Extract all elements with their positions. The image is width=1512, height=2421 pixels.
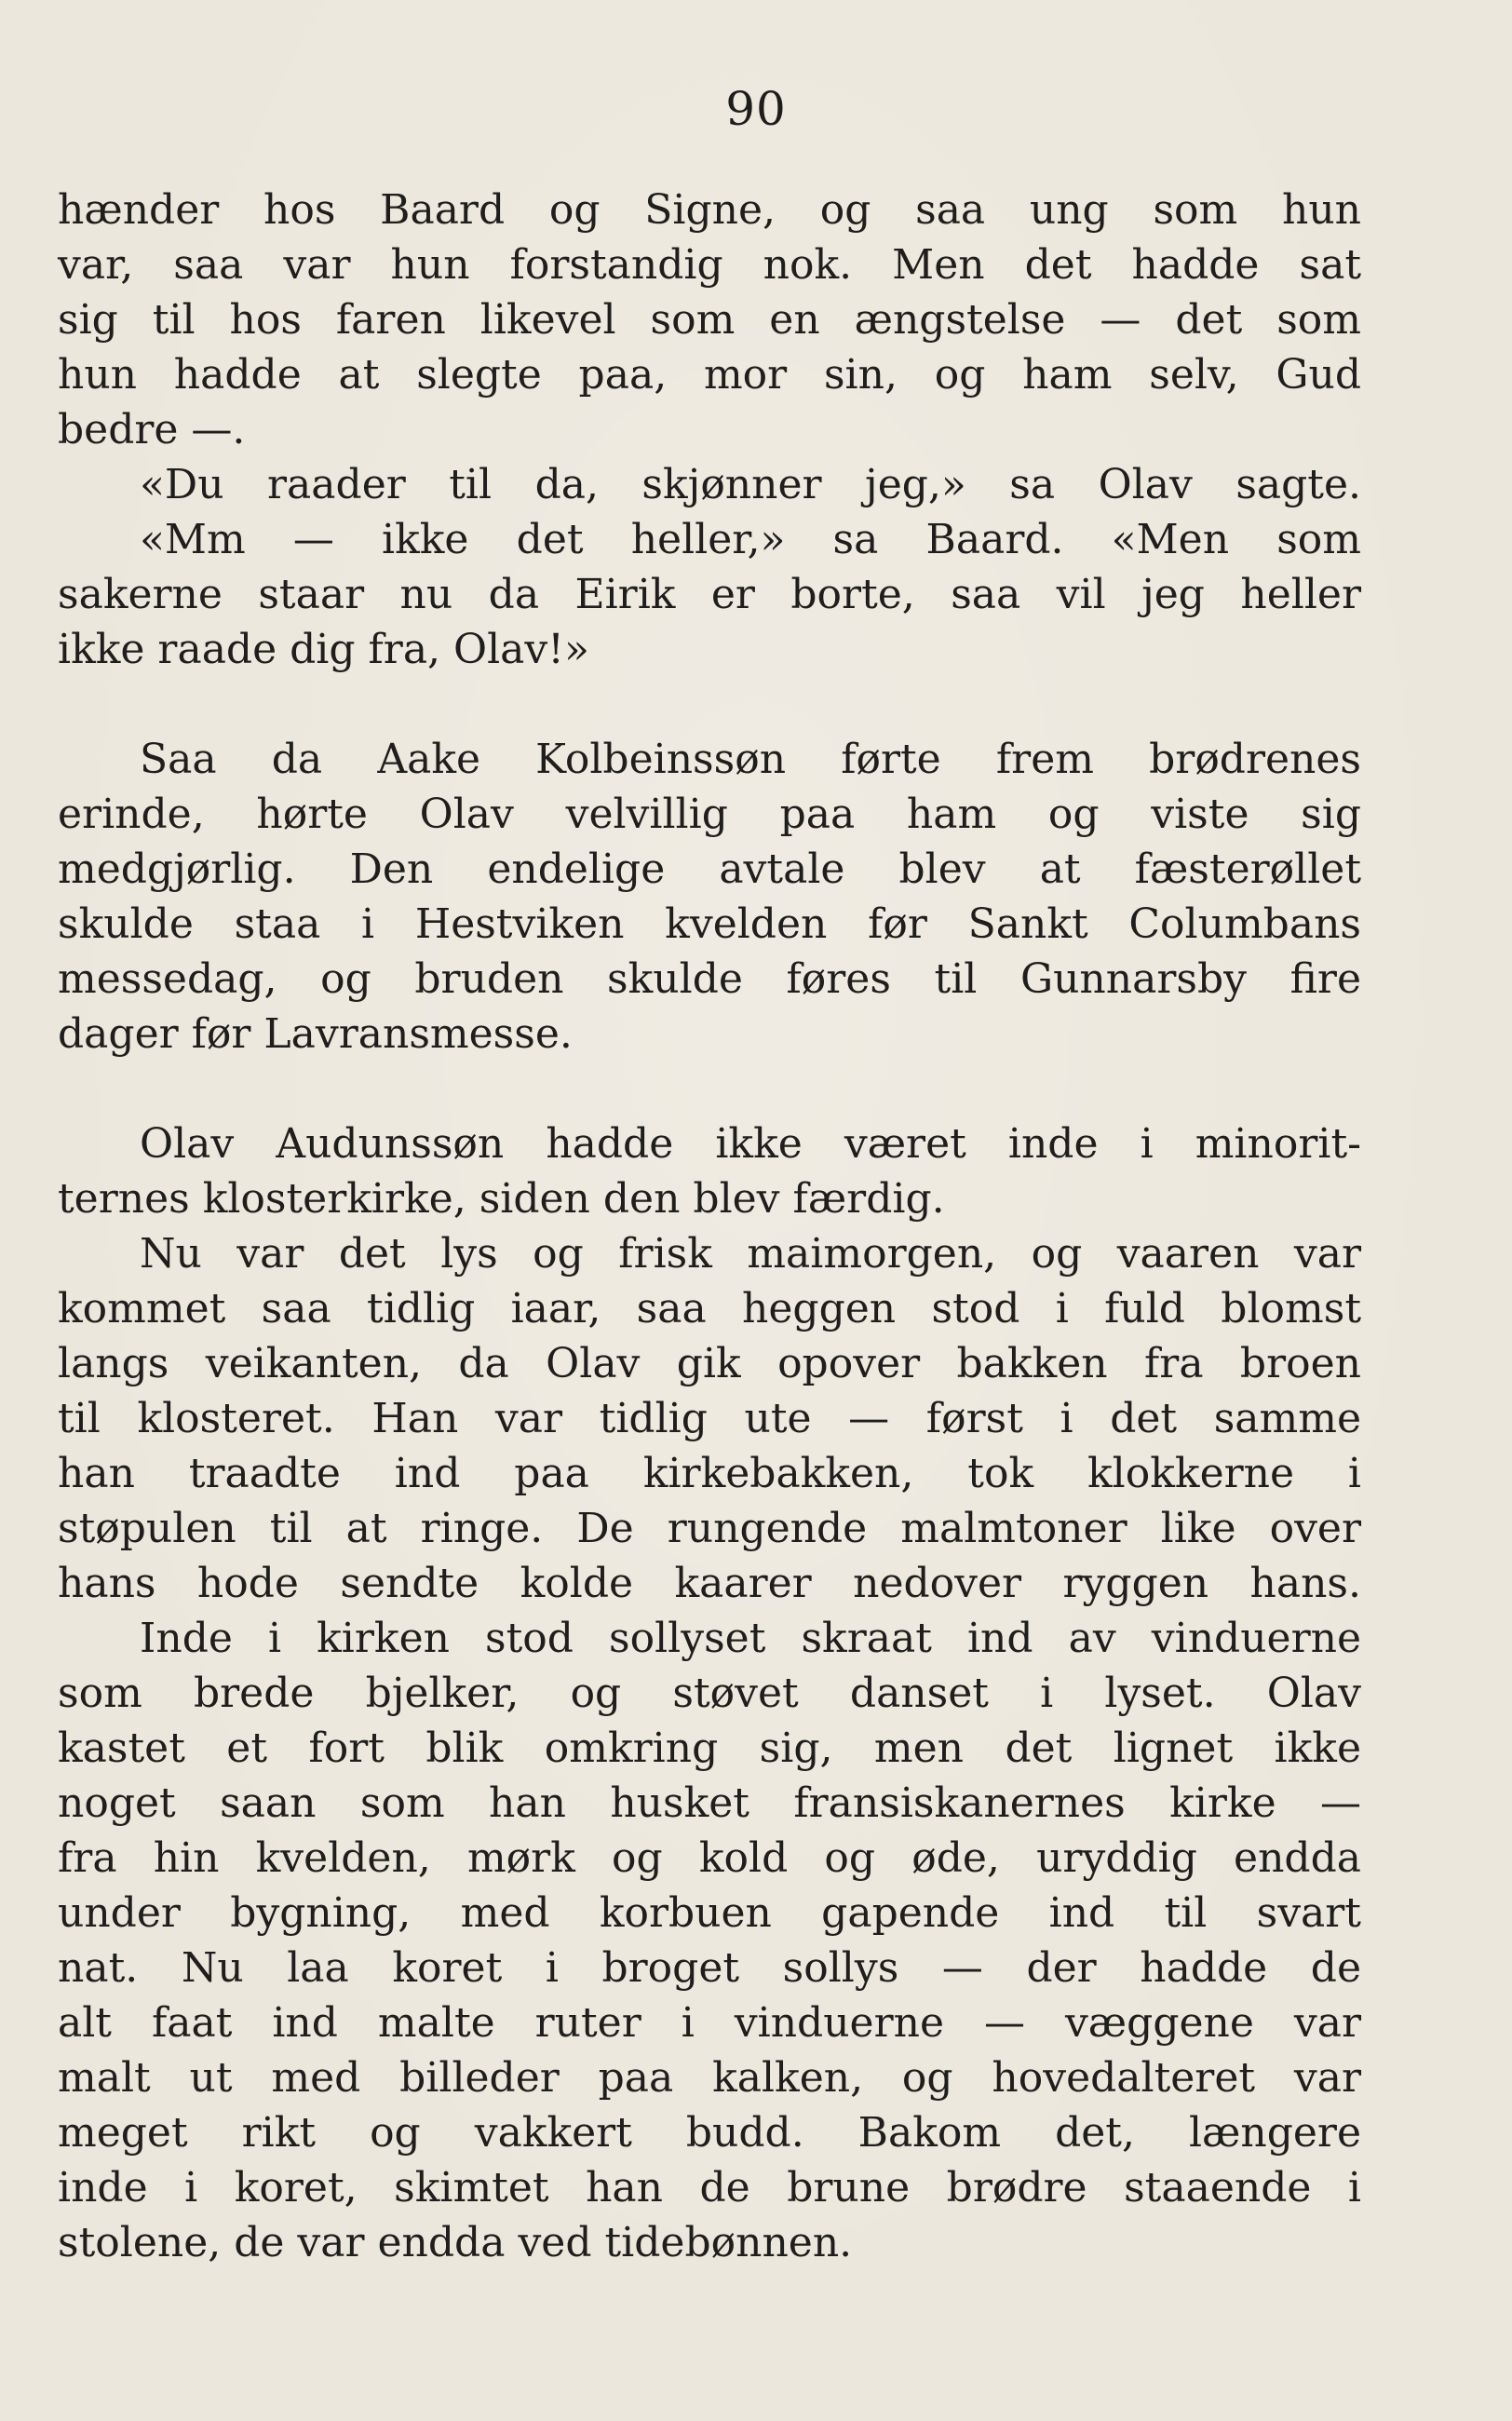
- text-line: noget saan som han husket fransiskanernes kirke —: [58, 1779, 1361, 1827]
- text-line: Nu var det lys og frisk maimorgen, og vaaren var: [140, 1230, 1361, 1278]
- page-number: 90: [725, 82, 787, 136]
- text-line: var, saa var hun forstandig nok. Men det hadde sat: [58, 241, 1361, 289]
- text-line: nat. Nu laa koret i broget sollys — der hadde de: [58, 1944, 1361, 1992]
- text-line: erinde, hørte Olav velvillig paa ham og viste sig: [58, 791, 1361, 838]
- text-line: bedre —.: [58, 406, 246, 453]
- text-line: Saa da Aake Kolbeinssøn førte frem brødrenes: [140, 736, 1361, 783]
- text-line: ikke raade dig fra, Olav!»: [58, 626, 589, 673]
- text-line: fra hin kvelden, mørk og kold og øde, uryddig endda: [58, 1834, 1361, 1882]
- text-line: alt faat ind malte ruter i vinduerne — væggene var: [58, 1999, 1361, 2047]
- text-line: under bygning, med korbuen gapende ind til svart: [58, 1889, 1361, 1937]
- text-line: hænder hos Baard og Signe, og saa ung som hun: [58, 186, 1361, 234]
- text-line: skulde staa i Hestviken kvelden før Sankt Columbans: [58, 900, 1361, 948]
- paragraph-gap: [58, 677, 1361, 732]
- text-line: «Mm — ikke det heller,» sa Baard. «Men som: [140, 516, 1361, 563]
- text-line: medgjørlig. Den endelige avtale blev at fæsterøllet: [58, 845, 1361, 893]
- text-line: dager før Lavransmesse.: [58, 1010, 573, 1058]
- text-line: langs veikanten, da Olav gik opover bakken fra broen: [58, 1340, 1361, 1387]
- text-line: inde i koret, skimtet han de brune brødre staaende i: [58, 2164, 1361, 2211]
- text-line: støpulen til at ringe. De rungende malmtoner like over: [58, 1505, 1361, 1552]
- body-text: [58, 183, 1361, 2270]
- text-line: kommet saa tidlig iaar, saa heggen stod i fuld blomst: [58, 1285, 1361, 1332]
- text-line: hun hadde at slegte paa, mor sin, og ham selv, Gud: [58, 351, 1361, 399]
- text-line: meget rikt og vakkert budd. Bakom det, længere: [58, 2109, 1361, 2157]
- text-line: sig til hos faren likevel som en ængstelse — det som: [58, 296, 1361, 344]
- text-line: han traadte ind paa kirkebakken, tok klokkerne i: [58, 1450, 1361, 1497]
- text-line: hans hode sendte kolde kaarer nedover ryggen hans.: [58, 1560, 1361, 1607]
- text-line: sakerne staar nu da Eirik er borte, saa vil jeg heller: [58, 571, 1361, 618]
- text-line: som brede bjelker, og støvet danset i lyset. Olav: [58, 1670, 1361, 1717]
- text-line: til klosteret. Han var tidlig ute — først i det samme: [58, 1395, 1361, 1442]
- text-line: stolene, de var endda ved tidebønnen.: [58, 2219, 853, 2266]
- text-line: ternes klosterkirke, siden den blev færdig.: [58, 1175, 945, 1223]
- text-line: Olav Audunssøn hadde ikke været inde i minorit-: [140, 1120, 1361, 1168]
- text-line: «Du raader til da, skjønner jeg,» sa Olav sagte.: [140, 461, 1361, 508]
- text-line: Inde i kirken stod sollyset skraat ind av vinduerne: [140, 1615, 1361, 1662]
- text-line: malt ut med billeder paa kalken, og hovedalteret var: [58, 2054, 1361, 2102]
- paragraph-gap: [58, 1062, 1361, 1116]
- text-line: messedag, og bruden skulde føres til Gunnarsby fire: [58, 955, 1361, 1003]
- text-line: kastet et fort blik omkring sig, men det lignet ikke: [58, 1724, 1361, 1772]
